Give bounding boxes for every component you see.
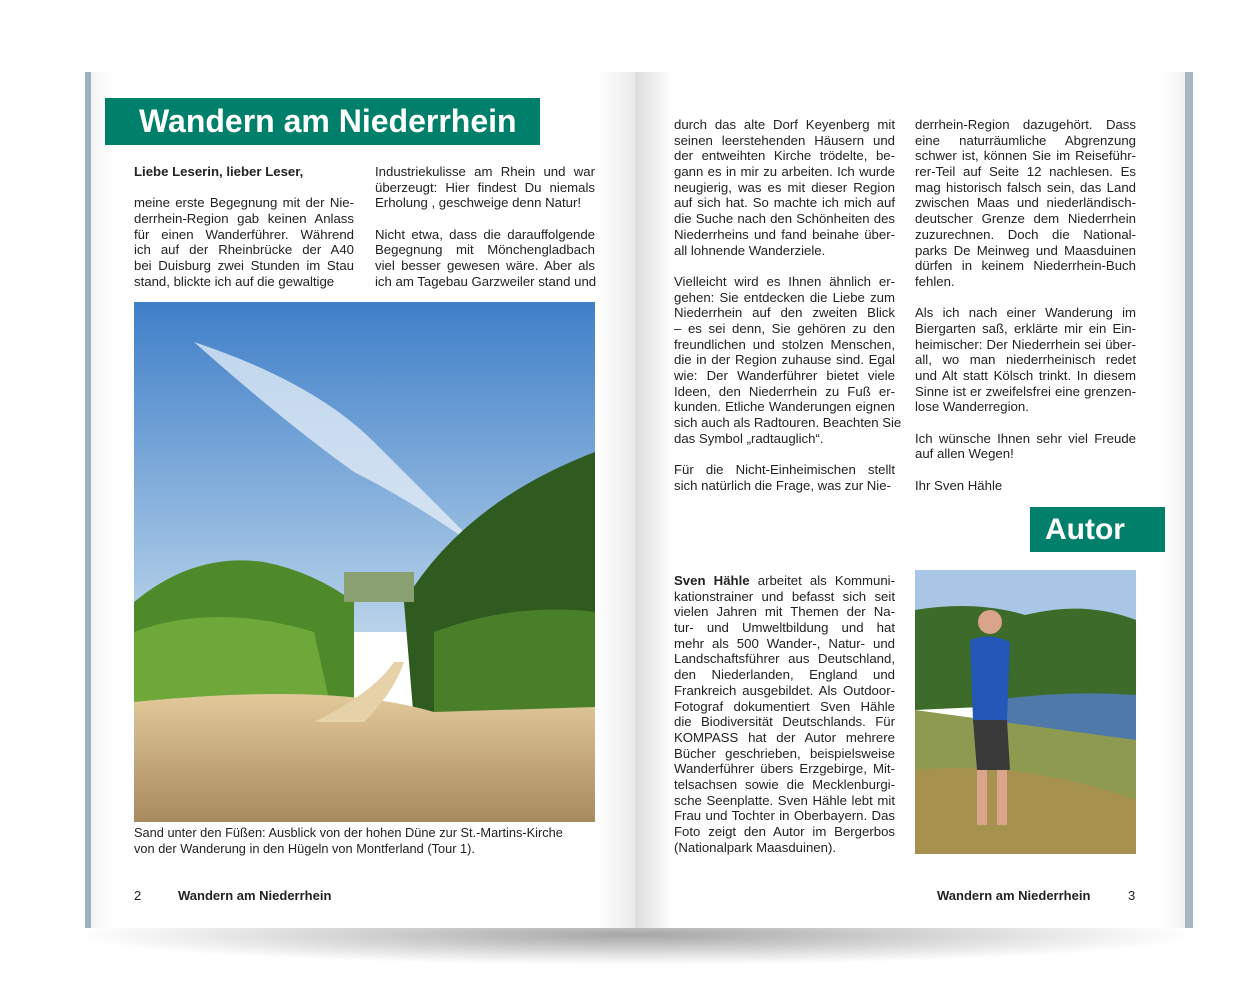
text-line: parks De Meinweg und Maasduinen	[915, 242, 1136, 258]
bio-text: arbeitet als Kommuni-	[749, 573, 895, 588]
text-line: stand, blickte ich auf die gewaltige	[134, 273, 335, 289]
text-line: eine naturräumliche Abgrenzung	[915, 132, 1136, 148]
caption-line: von der Wanderung in den Hügeln von Montferland (Tour 1).	[134, 840, 475, 856]
text-line: das Symbol „radtauglich“.	[674, 430, 824, 446]
text-line: Sinne ist er zweifelsfrei eine grenzen-	[915, 383, 1136, 399]
text-line: all lohnende Wanderziele.	[674, 242, 826, 258]
text-line: derrhein-Region dazugehört. Dass	[915, 117, 1136, 132]
page-number-left: 2	[134, 888, 142, 903]
author-name: Sven Hähle	[674, 573, 750, 588]
author-photo	[915, 570, 1136, 854]
text-line: die Suche nach den Schönheiten des	[674, 211, 895, 227]
greeting: Liebe Leserin, lieber Leser,	[134, 164, 304, 179]
text-line: derrhein-Region gab keinen Anlass	[134, 211, 354, 227]
text-line: viel besser gewesen wäre. Aber als	[375, 258, 595, 274]
text-line: fehlen.	[915, 273, 955, 289]
text-line: dürfen in keinem Niederrhein-Buch	[915, 258, 1136, 274]
text-line: mag historisch falsch sein, das Land	[915, 179, 1136, 195]
text-line: und Alt statt Kölsch trinkt. In diesem	[915, 368, 1136, 383]
text-line: überzeugt: Hier findest Du niemals	[375, 179, 595, 195]
text-line: Für die Nicht-Einheimischen stellt	[674, 462, 895, 478]
bio-line: telsachsen sowie die Mecklenburgi-	[674, 776, 895, 792]
running-title-right: Wandern am Niederrhein	[937, 888, 1091, 903]
text-line: heimischer: Der Niederrhein sei über-	[915, 336, 1136, 352]
right-column-1	[674, 117, 902, 494]
text-line: Biergarten saß, erklärte mir ein Ein-	[915, 320, 1136, 336]
bio-line: sche Seenplatte. Sven Hähle lebt mit	[674, 792, 895, 808]
bio-line: Frau und Tochter in Oberbayern. Das	[674, 808, 895, 824]
text-line: rer-Teil auf Seite 12 nachlesen. Es	[915, 164, 1136, 180]
paragraph	[915, 478, 1136, 494]
bio-line: (Nationalpark Maasduinen).	[674, 839, 836, 855]
text-line: Niederrhein auf den zweiten Blick	[674, 305, 895, 321]
text-line: die in der Region zuhause sind. Egal	[674, 352, 895, 368]
text-line: Niederrheins und fand beinahe über-	[674, 226, 895, 242]
text-line: schwer ist, können Sie im Reiseführ-	[915, 148, 1136, 164]
bio-line: den Niederlanden, England und	[674, 667, 895, 683]
text-line: kunden. Etliche Wanderungen eignen	[674, 399, 895, 415]
bio-line: tur- und Umweltbildung und hat	[674, 620, 895, 636]
text-line: Erholung , geschweige denn Natur!	[375, 195, 582, 211]
text-line: sich auch als Radtouren. Beachten Sie	[674, 415, 902, 431]
text-line: zuzurechnen. Doch die National-	[915, 226, 1136, 242]
text-line: all, wo man niederrheinisch redet	[915, 352, 1136, 368]
bio-line: Frankreich ausgebildet. Als Outdoor-	[674, 682, 895, 698]
paragraph	[674, 117, 895, 258]
left-column-2	[375, 164, 595, 290]
text-line: meine erste Begegnung mit der Nie-	[134, 195, 354, 211]
text-line: seinen leerstehenden Häusern und	[674, 132, 895, 148]
text-line: durch das alte Dorf Keyenberg mit	[674, 117, 895, 132]
text-line: freundlichen und stolzen Menschen,	[674, 336, 895, 352]
text-line: der entweihten Kirche trödelte, be-	[674, 148, 895, 164]
chapter-title: Wandern am Niederrhein	[105, 98, 540, 145]
text-line: deutscher Grenze dem Niederrhein	[915, 211, 1136, 227]
text-line: auf sich hat. So machte ich mich auf	[674, 195, 895, 211]
text-line: zwischen Maas und niederländisch-	[915, 195, 1136, 211]
bio-line: Landschaftsführer aus Deutschland,	[674, 651, 895, 667]
text-line: Ihr Sven Hähle	[915, 477, 1003, 493]
bio-line: kationstrainer und befasst sich seit	[674, 588, 895, 604]
text-line: ich auf der Rheinbrücke der A40	[134, 242, 354, 258]
paragraph	[674, 273, 902, 447]
author-heading: Autor	[1030, 507, 1165, 552]
text-line: Industriekulisse am Rhein und war	[375, 164, 595, 179]
page-number-right: 3	[1128, 888, 1136, 903]
text-line: für einen Wanderführer. Während	[134, 226, 354, 242]
paragraph	[674, 462, 895, 493]
bio-line: Fotograf dokumentiert Sven Hähle	[674, 698, 895, 714]
text-line: Nicht etwa, dass die darauffolgende	[375, 226, 595, 242]
text-line: Vielleicht wird es Ihnen ähnlich er-	[674, 273, 895, 289]
text-line: neugierig, was es mit dieser Region	[674, 179, 895, 195]
text-line: gehen: Sie entdecken die Liebe zum	[674, 289, 895, 305]
caption-line: Sand unter den Füßen: Ausblick von der hohen Düne zur St.-Martins-Kirche	[134, 825, 563, 840]
text-line: wie: Der Wanderführer bietet viele	[674, 368, 895, 383]
bio-line: vielen Jahren mit Themen der Na-	[674, 604, 895, 620]
text-line: Als ich nach einer Wanderung im	[915, 305, 1136, 321]
text-line: sich natürlich die Frage, was zur Nie-	[674, 477, 891, 493]
bio-line: mehr als 500 Wander-, Natur- und	[674, 635, 895, 651]
paragraph	[915, 305, 1136, 415]
text-line: lose Wanderregion.	[915, 399, 1029, 415]
dune-landscape-photo	[134, 302, 595, 822]
text-line: gann es in mir zu arbeiten. Ich wurde	[674, 164, 895, 180]
photo-caption	[134, 825, 604, 856]
bio-line: Wanderführer übers Erzgebirge, Mit-	[674, 761, 895, 777]
text-line: ich am Tagebau Garzweiler stand und	[375, 273, 597, 289]
running-title-left: Wandern am Niederrhein	[178, 888, 332, 903]
bio-line: die Biodiversität Deutschlands. Für	[674, 714, 895, 730]
author-bio	[674, 573, 895, 855]
left-column-1	[134, 164, 354, 290]
bio-line	[674, 573, 895, 589]
paragraph	[915, 117, 1136, 290]
text-line: Begegnung mit Mönchengladbach	[375, 242, 595, 258]
paragraph	[915, 431, 1136, 462]
text-line: bei Duisburg zwei Stunden im Stau	[134, 258, 354, 274]
bio-line: KOMPASS hat der Autor mehrere	[674, 729, 895, 745]
text-line: Ich wünsche Ihnen sehr viel Freude	[915, 430, 1136, 446]
bio-line: Bücher geschrieben, beispielsweise	[674, 745, 895, 761]
right-column-2	[915, 117, 1136, 494]
text-line: Ideen, den Niederrhein zu Fuß er-	[674, 383, 895, 399]
bio-line: Foto zeigt den Autor im Bergerbos	[674, 824, 895, 839]
text-line: auf allen Wegen!	[915, 446, 1014, 462]
text-line: – es sei denn, Sie gehören zu den	[674, 320, 895, 336]
